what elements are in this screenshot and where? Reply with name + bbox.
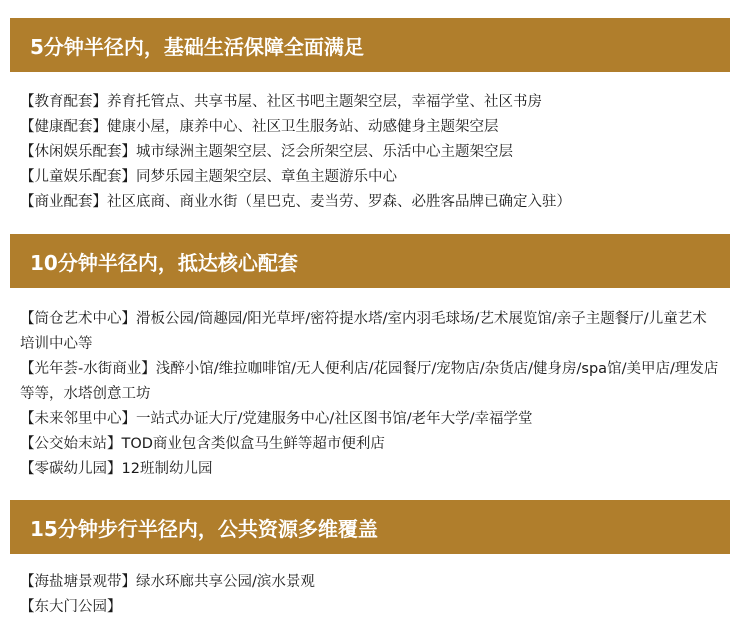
item-tag: 【教育配套】 (20, 94, 107, 110)
item-tag: 【休闲娱乐配套】 (20, 144, 136, 160)
item-tag: 【公交始末站】 (20, 436, 122, 452)
list-item (20, 357, 720, 407)
item-tag: 【未来邻里中心】 (20, 411, 136, 427)
item-text: 一站式办证大厅/党建服务中心/社区图书馆/老年大学/幸福学堂 (136, 411, 533, 427)
item-tag: 【筒仓艺术中心】 (20, 311, 136, 327)
section-1-banner (10, 18, 730, 72)
list-item (20, 595, 720, 620)
section-2-banner (10, 234, 730, 288)
item-text: 城市绿洲主题架空层、泛会所架空层、乐活中心主题架空层 (136, 144, 513, 160)
list-item (20, 307, 720, 357)
section-1-list (20, 90, 720, 215)
item-text: TOD商业包含类似盒马生鲜等超市便利店 (121, 436, 385, 452)
item-tag: 【零碳幼儿园】 (20, 461, 122, 477)
list-item (20, 570, 720, 595)
list-item (20, 90, 720, 115)
section-3-banner (10, 500, 730, 554)
item-text: 健康小屋，康养中心、社区卫生服务站、动感健身主题架空层 (107, 119, 499, 135)
list-item (20, 140, 720, 165)
section-1-title: 5分钟半径内，基础生活保障全面满足 (30, 34, 364, 59)
item-text: 绿水环廊共享公园/滨水景观 (136, 574, 315, 590)
section-2-title: 10分钟半径内，抵达核心配套 (30, 250, 298, 275)
list-item (20, 457, 720, 482)
item-tag: 【健康配套】 (20, 119, 107, 135)
list-item (20, 115, 720, 140)
item-tag: 【海盐塘景观带】 (20, 574, 136, 590)
list-item (20, 407, 720, 432)
list-item (20, 432, 720, 457)
list-item (20, 190, 720, 215)
item-text: 同梦乐园主题架空层、章鱼主题游乐中心 (136, 169, 397, 185)
item-text: 12班制幼儿园 (121, 461, 213, 477)
item-text: 浅醉小馆/维拉咖啡馆/无人便利店/花园餐厅/宠物店/杂货店/健身房/spa馆/美甲店/理发店等等，水塔创意工坊 (20, 361, 719, 402)
item-text: 养育托管点、共享书屋、社区书吧主题架空层，幸福学堂、社区书房 (107, 94, 542, 110)
section-3-list (20, 570, 720, 620)
list-item (20, 165, 720, 190)
item-tag: 【光年荟-水街商业】 (20, 361, 156, 377)
item-text: 滑板公园/筒趣园/阳光草坪/密符提水塔/室内羽毛球场/艺术展览馆/亲子主题餐厅/儿童艺术培训中心等 (20, 311, 707, 352)
item-tag: 【东大门公园】 (20, 599, 122, 615)
item-tag: 【儿童娱乐配套】 (20, 169, 136, 185)
item-tag: 【商业配套】 (20, 194, 107, 210)
section-3-title: 15分钟步行半径内，公共资源多维覆盖 (30, 516, 378, 541)
item-text: 社区底商、商业水街（星巴克、麦当劳、罗森、必胜客品牌已确定入驻） (107, 194, 571, 210)
section-2-list (20, 307, 720, 482)
